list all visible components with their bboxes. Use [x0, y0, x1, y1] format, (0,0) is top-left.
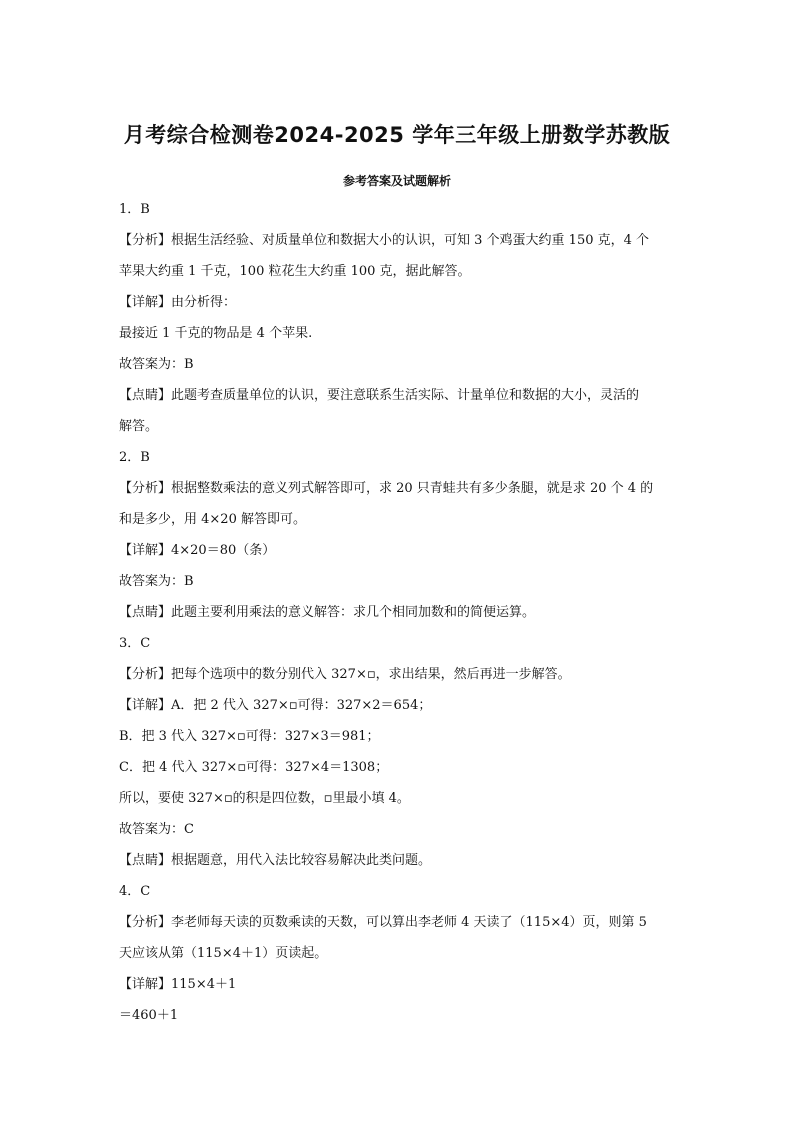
text-line: 【详解】4×20＝80（条）	[119, 543, 276, 558]
text-line: 2．B	[119, 450, 150, 465]
text-line: ＝460＋1	[119, 1008, 179, 1023]
text-line: 故答案为：C	[119, 822, 194, 837]
text-line: C．把 4 代入 327×▫可得：327×4＝1308；	[119, 760, 389, 775]
page-subtitle: 参考答案及试题解析	[342, 174, 451, 188]
text-line: 3．C	[119, 636, 151, 651]
text-line: 【分析】根据整数乘法的意义列式解答即可，求 20 只青蛙共有多少条腿，就是求 20 个 4 的	[119, 481, 654, 496]
text-line: 最接近 1 千克的物品是 4 个苹果.	[119, 326, 313, 341]
text-line: 1．B	[119, 202, 150, 217]
text-line: 苹果大约重 1 千克，100 粒花生大约重 100 克，据此解答。	[119, 264, 471, 279]
text-line: 【点睛】此题考查质量单位的认识，要注意联系生活实际、计量单位和数据的大小，灵活的	[119, 388, 640, 403]
text-line: 【点睛】根据题意，用代入法比较容易解决此类问题。	[119, 853, 432, 868]
text-line: 和是多少，用 4×20 解答即可。	[119, 512, 306, 527]
text-line: 【分析】把每个选项中的数分别代入 327×▫，求出结果，然后再进一步解答。	[119, 667, 571, 682]
text-line: 【详解】115×4＋1	[119, 977, 237, 992]
text-line: 【详解】A．把 2 代入 327×▫可得：327×2＝654；	[119, 698, 432, 713]
text-line: 【点睛】此题主要利用乘法的意义解答：求几个相同加数和的简便运算。	[119, 605, 536, 620]
text-line: 天应该从第（115×4＋1）页读起。	[119, 946, 328, 961]
answer-content	[119, 194, 679, 1031]
text-line: 故答案为：B	[119, 574, 194, 589]
text-line: 解答。	[119, 419, 159, 434]
text-line: 【详解】由分析得：	[119, 295, 237, 310]
text-line: 所以，要使 327×▫的积是四位数，▫里最小填 4。	[119, 791, 410, 806]
text-line: B．把 3 代入 327×▫可得：327×3＝981；	[119, 729, 380, 744]
page-title: 月考综合检测卷2024-2025 学年三年级上册数学苏教版	[123, 123, 671, 147]
text-line: 4．C	[119, 884, 151, 899]
text-line: 故答案为：B	[119, 357, 194, 372]
text-line: 【分析】根据生活经验、对质量单位和数据大小的认识，可知 3 个鸡蛋大约重 150 克，4 个	[119, 233, 650, 248]
text-line: 【分析】李老师每天读的页数乘读的天数，可以算出李老师 4 天读了（115×4）页，则第 5	[119, 915, 647, 930]
